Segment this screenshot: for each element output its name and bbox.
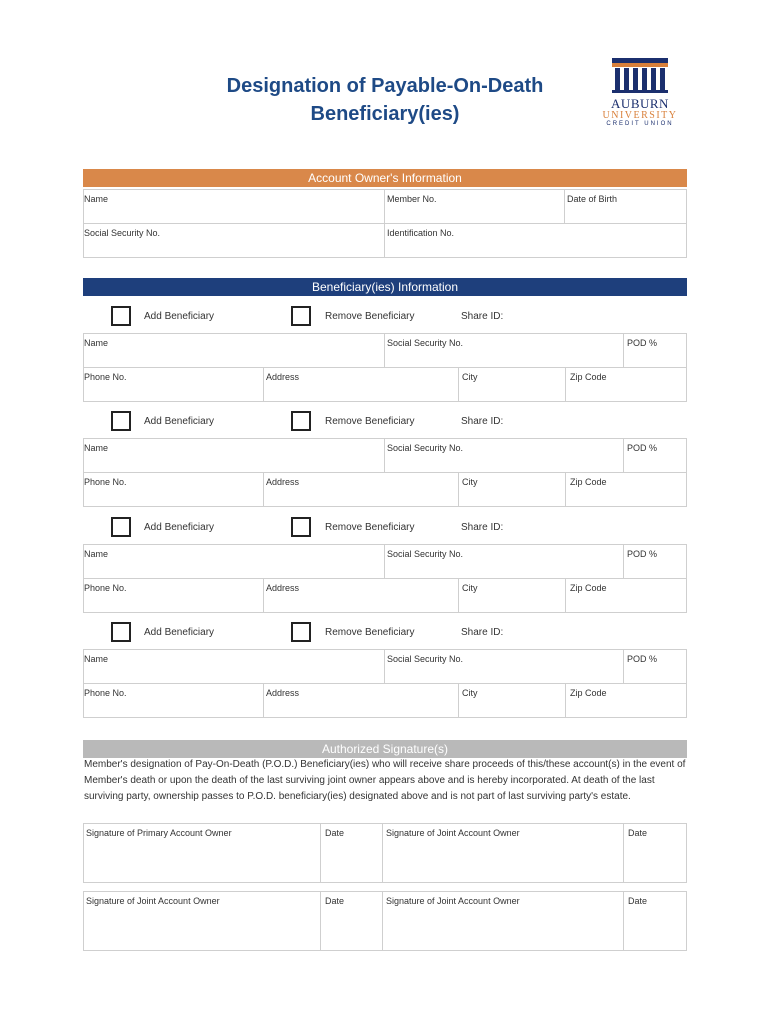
beneficiary-ssn-label: Social Security No. (387, 443, 464, 453)
beneficiary-ssn-label: Social Security No. (387, 338, 464, 348)
phone-label: Phone No. (84, 688, 127, 698)
phone-label: Phone No. (84, 583, 127, 593)
beneficiary-zip-field[interactable] (565, 367, 687, 402)
add-beneficiary-checkbox[interactable] (111, 622, 131, 642)
building-columns-icon (598, 54, 682, 96)
joint-signature-label: Signature of Joint Account Owner (386, 828, 520, 838)
pod-label: POD % (627, 443, 658, 453)
remove-beneficiary-label: Remove Beneficiary (325, 627, 415, 638)
remove-beneficiary-checkbox[interactable] (291, 517, 311, 537)
address-label: Address (266, 372, 300, 382)
beneficiary-name-label: Name (84, 338, 109, 348)
id-no-label: Identification No. (387, 228, 455, 238)
share-id-label: Share ID: (461, 627, 504, 638)
joint-signature-date-field-3[interactable] (623, 891, 687, 951)
beneficiary-name-field[interactable] (83, 333, 385, 368)
beneficiary-name-field[interactable] (83, 438, 385, 473)
date-label: Date (325, 828, 345, 838)
beneficiary-name-label: Name (84, 654, 109, 664)
beneficiary-city-field[interactable] (458, 683, 566, 718)
logo-text-credit-union: CREDIT UNION (606, 121, 674, 127)
joint-owner-signature-field-3[interactable] (382, 891, 624, 951)
account-owner-section-header: Account Owner's Information (83, 169, 687, 187)
beneficiary-city-field[interactable] (458, 578, 566, 613)
pod-disclosure-paragraph: Member's designation of Pay-On-Death (P.O.D.) Beneficiary(ies) who will receive share proceeds of this/these account(s) in the event of Member's death or upon the death of the last surviving joint owner appears above and is hereby incorporated. At death of the last surviving party, ownership passes to P.O.D. beneficiary(ies) designated above and is not part of last surviving party's estate. (84, 759, 686, 802)
beneficiary-address-field[interactable] (263, 367, 459, 402)
remove-beneficiary-checkbox[interactable] (291, 622, 311, 642)
owner-name-field[interactable] (83, 189, 385, 224)
owner-ssn-field[interactable] (83, 223, 385, 258)
beneficiary-ssn-field[interactable] (384, 544, 624, 579)
beneficiary-pod-field[interactable] (623, 544, 687, 579)
beneficiary-phone-field[interactable] (83, 578, 264, 613)
owner-dob-field[interactable] (564, 189, 687, 224)
joint-signature-label: Signature of Joint Account Owner (386, 896, 520, 906)
primary-signature-date-field[interactable] (320, 823, 383, 883)
add-beneficiary-label: Add Beneficiary (144, 416, 215, 427)
beneficiary-ssn-label: Social Security No. (387, 654, 464, 664)
beneficiary-phone-field[interactable] (83, 472, 264, 507)
owner-member-no-field[interactable] (384, 189, 565, 224)
phone-label: Phone No. (84, 477, 127, 487)
joint-owner-signature-field-1[interactable] (382, 823, 624, 883)
pod-label: POD % (627, 654, 658, 664)
primary-owner-signature-field[interactable] (83, 823, 321, 883)
remove-beneficiary-label: Remove Beneficiary (325, 416, 415, 427)
joint-owner-signature-field-2[interactable] (83, 891, 321, 951)
joint-signature-label: Signature of Joint Account Owner (86, 896, 220, 906)
date-label: Date (325, 896, 345, 906)
beneficiary-name-label: Name (84, 549, 109, 559)
zip-label: Zip Code (570, 372, 607, 382)
date-label: Date (628, 828, 648, 838)
city-label: City (462, 583, 478, 593)
add-beneficiary-checkbox[interactable] (111, 411, 131, 431)
city-label: City (462, 372, 478, 382)
primary-signature-label: Signature of Primary Account Owner (86, 828, 232, 838)
title-line-2: Beneficiary(ies) (310, 103, 460, 125)
beneficiary-phone-field[interactable] (83, 367, 264, 402)
add-beneficiary-label: Add Beneficiary (144, 627, 215, 638)
remove-beneficiary-label: Remove Beneficiary (325, 311, 415, 322)
remove-beneficiary-checkbox[interactable] (291, 411, 311, 431)
owner-id-no-field[interactable] (384, 223, 687, 258)
zip-label: Zip Code (570, 688, 607, 698)
page-title (190, 72, 580, 128)
beneficiary-city-field[interactable] (458, 367, 566, 402)
logo-text-auburn: AUBURN (611, 96, 669, 111)
owner-ssn-label: Social Security No. (84, 228, 161, 238)
owner-name-label: Name (84, 194, 109, 204)
title-line-1: Designation of Payable-On-Death (226, 75, 544, 97)
beneficiary-pod-field[interactable] (623, 649, 687, 684)
address-label: Address (266, 477, 300, 487)
add-beneficiary-checkbox[interactable] (111, 306, 131, 326)
add-beneficiary-label: Add Beneficiary (144, 522, 215, 533)
zip-label: Zip Code (570, 583, 607, 593)
phone-label: Phone No. (84, 372, 127, 382)
zip-label: Zip Code (570, 477, 607, 487)
joint-signature-date-field-2[interactable] (320, 891, 383, 951)
beneficiary-zip-field[interactable] (565, 578, 687, 613)
beneficiary-name-label: Name (84, 443, 109, 453)
joint-signature-date-field-1[interactable] (623, 823, 687, 883)
date-label: Date (628, 896, 648, 906)
beneficiary-name-field[interactable] (83, 649, 385, 684)
share-id-label: Share ID: (461, 416, 504, 427)
pod-label: POD % (627, 338, 658, 348)
pod-label: POD % (627, 549, 658, 559)
auburn-logo (598, 54, 682, 134)
beneficiaries-section-header: Beneficiary(ies) Information (83, 278, 687, 296)
beneficiary-phone-field[interactable] (83, 683, 264, 718)
beneficiary-ssn-field[interactable] (384, 438, 624, 473)
beneficiary-zip-field[interactable] (565, 683, 687, 718)
beneficiary-name-field[interactable] (83, 544, 385, 579)
beneficiary-zip-field[interactable] (565, 472, 687, 507)
beneficiary-ssn-field[interactable] (384, 333, 624, 368)
logo-text-university: UNIVERSITY (602, 110, 678, 121)
member-no-label: Member No. (387, 194, 437, 204)
share-id-label: Share ID: (461, 311, 504, 322)
beneficiary-address-field[interactable] (263, 578, 459, 613)
remove-beneficiary-label: Remove Beneficiary (325, 522, 415, 533)
share-id-label: Share ID: (461, 522, 504, 533)
city-label: City (462, 688, 478, 698)
address-label: Address (266, 583, 300, 593)
beneficiary-pod-field[interactable] (623, 438, 687, 473)
dob-label: Date of Birth (567, 194, 618, 204)
beneficiary-ssn-label: Social Security No. (387, 549, 464, 559)
add-beneficiary-checkbox[interactable] (111, 517, 131, 537)
remove-beneficiary-checkbox[interactable] (291, 306, 311, 326)
beneficiary-pod-field[interactable] (623, 333, 687, 368)
authorized-signatures-section-header: Authorized Signature(s) (83, 740, 687, 758)
city-label: City (462, 477, 478, 487)
add-beneficiary-label: Add Beneficiary (144, 311, 215, 322)
beneficiary-ssn-field[interactable] (384, 649, 624, 684)
address-label: Address (266, 688, 300, 698)
beneficiary-address-field[interactable] (263, 472, 459, 507)
beneficiary-city-field[interactable] (458, 472, 566, 507)
beneficiary-address-field[interactable] (263, 683, 459, 718)
